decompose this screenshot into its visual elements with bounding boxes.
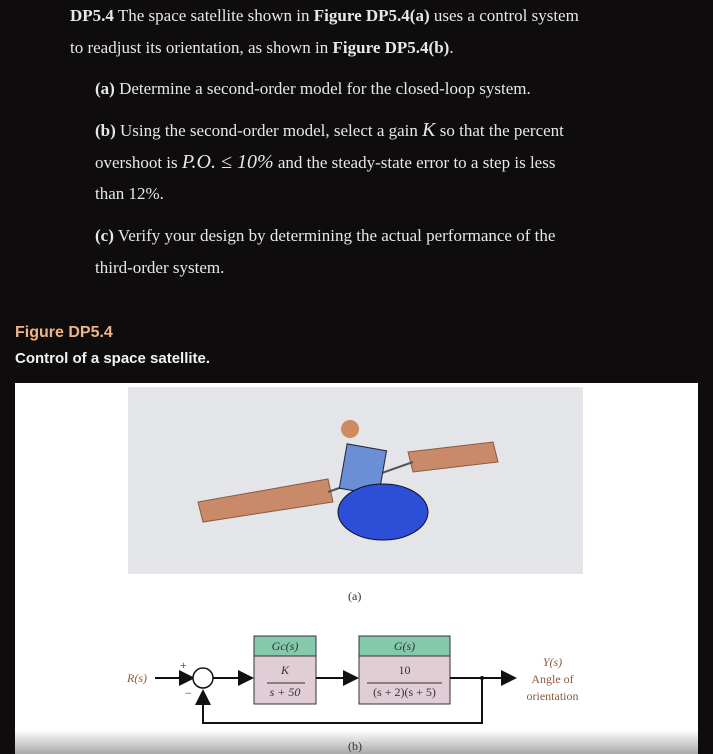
text: Using the second-order model, select a gain: [115, 121, 423, 140]
problem-line-2: [70, 32, 454, 64]
text: uses a control system: [429, 6, 579, 25]
plant-title: G(s): [393, 639, 416, 653]
figure-ref-a: Figure DP5.4(a): [313, 6, 430, 25]
summing-junction: [193, 668, 213, 688]
satellite-illustration: [128, 387, 583, 574]
output-label: Y(s): [542, 655, 563, 669]
figure-ref-b: Figure DP5.4(b): [332, 38, 450, 57]
satellite-image: [128, 387, 583, 574]
text: to readjust its orientation, as shown in: [70, 38, 333, 57]
part-b-line-2: [95, 146, 555, 179]
part-c-line-1: [95, 220, 555, 252]
text: The space satellite shown in: [113, 6, 314, 25]
part-label: (c): [95, 226, 114, 245]
controller-denominator: s + 50: [269, 685, 301, 699]
problem-id: DP5.4: [70, 6, 114, 25]
part-c-line-2: third-order system.: [95, 258, 225, 277]
overshoot-spec: P.O. ≤ 10%: [181, 151, 274, 173]
part-b-line-3: than 12%.: [95, 184, 164, 203]
minus-sign: −: [185, 686, 192, 700]
text: Verify your design by determining the actual performance of the: [113, 226, 556, 245]
figure-title: Figure DP5.4: [15, 324, 113, 341]
gain-symbol: K: [422, 119, 436, 141]
part-a: [95, 73, 531, 105]
text: overshoot is: [95, 153, 182, 172]
subfigure-b-label: (b): [348, 739, 362, 753]
output-description: Angle of: [531, 672, 574, 686]
problem-line-1: [70, 0, 579, 32]
figure-panel: [15, 383, 698, 754]
subfigure-a-label: (a): [348, 589, 362, 603]
controller-numerator: K: [280, 663, 289, 677]
text: Determine a second-order model for the closed-loop system.: [114, 79, 531, 98]
part-b-line-1: [95, 114, 564, 147]
text: and the steady-state error to a step is less: [273, 153, 556, 172]
part-label: (b): [95, 121, 116, 140]
input-label: R(s): [127, 671, 147, 685]
part-label: (a): [95, 79, 115, 98]
text: so that the percent: [435, 121, 564, 140]
text: .: [449, 38, 454, 57]
plant-denominator: (s + 2)(s + 5): [373, 685, 436, 699]
figure-caption: Control of a space satellite.: [15, 350, 211, 367]
plant-numerator: 10: [398, 663, 411, 677]
output-description: orientation: [526, 689, 579, 703]
controller-title: Gc(s): [271, 639, 299, 653]
plus-sign: +: [180, 658, 187, 672]
block-diagram: [15, 623, 698, 733]
